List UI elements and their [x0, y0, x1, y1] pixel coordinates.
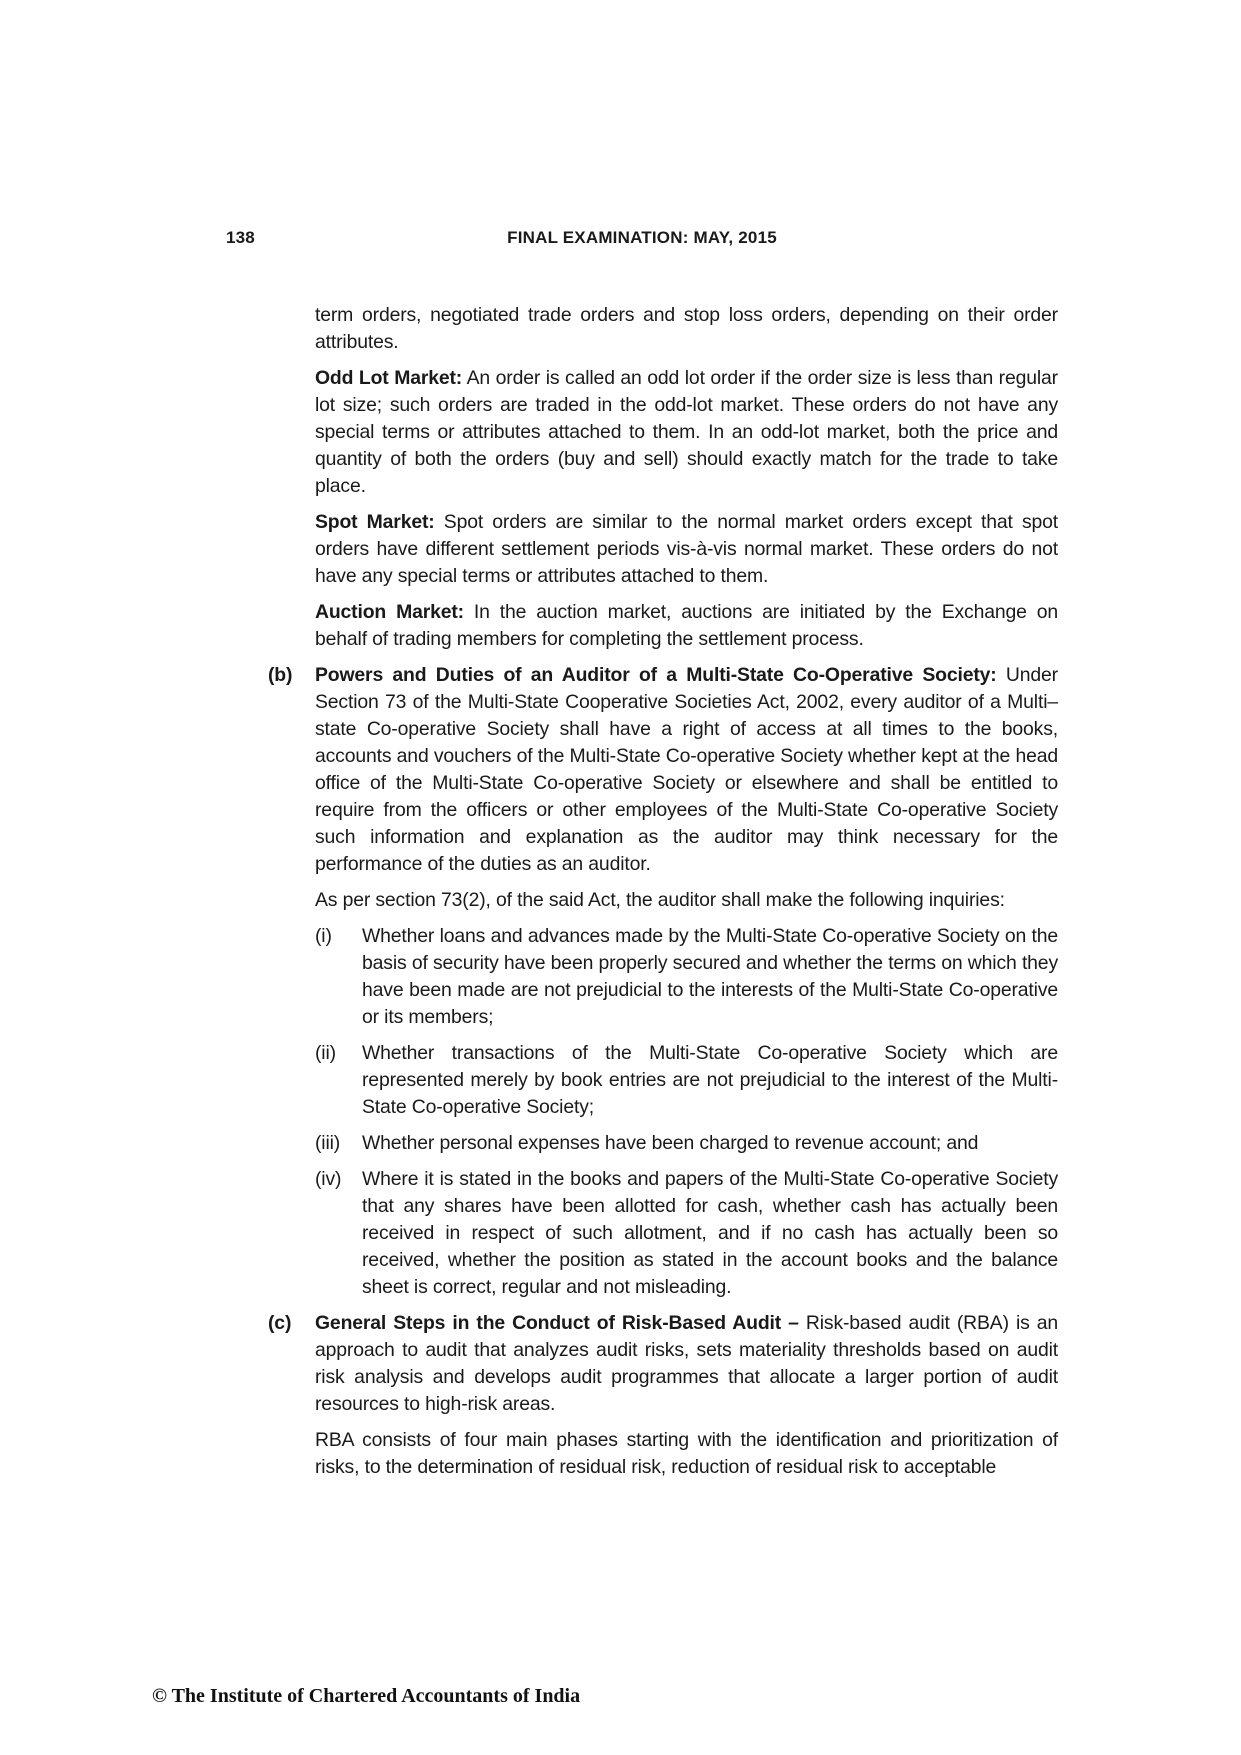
- section-c-paragraph: [315, 1310, 1058, 1418]
- section-c-paragraph-2: RBA consists of four main phases starting with the identification and prioritization of risks, to the determination of residual risk, reduction of residual risk to acceptable: [315, 1429, 1058, 1478]
- list-item-label: (i): [315, 925, 332, 947]
- section-b-heading: Powers and Duties of an Auditor of a Multi-State Co-Operative Society:: [315, 664, 997, 686]
- section-b-text: Under Section 73 of the Multi-State Cooperative Societies Act, 2002, every auditor of a Multi–state Co-operative Society shall have a right of access at all times to the books, accounts and vouchers of the Multi-State Co-operative Society whether kept at the head office of the Multi-State Co-operative Society or elsewhere and shall be entitled to require from the officers or other employees of the Multi-State Co-operative Society such information and explanation as the auditor may think necessary for the performance of the duties as an auditor.: [315, 664, 1058, 875]
- odd-lot-term: Odd Lot Market:: [315, 367, 463, 389]
- auction-paragraph: [315, 599, 1058, 653]
- list-item-text: Whether loans and advances made by the Multi-State Co-operative Society on the basis of security have been properly secured and whether the terms on which they have been made are not prejudicial to the interests of the Multi-State Co-operative or its members;: [362, 925, 1058, 1028]
- list-item-label: (iii): [315, 1132, 341, 1154]
- section-c-text: Risk-based audit (RBA) is an approach to audit that analyzes audit risks, sets materiality thresholds based on audit risk analysis and develops audit programmes that allocate a larger portion of audit resources to high-risk areas.: [315, 1312, 1059, 1415]
- section-c-label: (c): [268, 1312, 292, 1334]
- inquiries-list: [315, 923, 1058, 1301]
- list-item: [315, 923, 1058, 1031]
- copyright-footer: © The Institute of Chartered Accountants of India: [152, 1685, 581, 1707]
- section-c-heading: General Steps in the Conduct of Risk-Based Audit –: [315, 1312, 799, 1334]
- list-item: [315, 1166, 1058, 1301]
- document-body: [268, 302, 1058, 1490]
- running-title: FINAL EXAMINATION: MAY, 2015: [507, 228, 777, 247]
- odd-lot-text: An order is called an odd lot order if the order size is less than regular lot size; such orders are traded in the odd-lot market. These orders do not have any special terms or attributes attached to them. In an odd-lot market, both the price and quantity of both the orders (buy and sell) should exactly match for the trade to take place.: [315, 367, 1058, 497]
- list-item: [315, 1130, 1058, 1157]
- list-item-text: Whether personal expenses have been charged to revenue account; and: [362, 1132, 979, 1154]
- list-item: [315, 1040, 1058, 1121]
- page-number: 138: [226, 228, 255, 247]
- spot-term: Spot Market:: [315, 511, 435, 533]
- odd-lot-paragraph: [315, 365, 1058, 500]
- section-b-label: (b): [268, 664, 293, 686]
- spot-text: Spot orders are similar to the normal market orders except that spot orders have different settlement periods vis-à-vis normal market. These orders do not have any special terms or attributes attached to them.: [315, 511, 1058, 587]
- list-item-text: Where it is stated in the books and papers of the Multi-State Co-operative Society that any shares have been allotted for cash, whether cash has actually been received in respect of such allotment, and if no cash has actually been so received, whether the position as stated in the account books and the balance sheet is correct, regular and not misleading.: [362, 1168, 1058, 1298]
- auction-text: In the auction market, auctions are initiated by the Exchange on behalf of trading members for completing the settlement process.: [315, 601, 1058, 650]
- list-item-label: (iv): [315, 1168, 342, 1190]
- continuation-paragraph: term orders, negotiated trade orders and stop loss orders, depending on their order attributes.: [315, 304, 1058, 353]
- section-c: [268, 1310, 1058, 1481]
- inquiries-intro: As per section 73(2), of the said Act, the auditor shall make the following inquiries:: [315, 889, 1005, 911]
- section-b: [268, 662, 1058, 1301]
- list-item-text: Whether transactions of the Multi-State Co-operative Society which are represented merely by book entries are not prejudicial to the interest of the Multi-State Co-operative Society;: [362, 1042, 1058, 1118]
- auction-term: Auction Market:: [315, 601, 464, 623]
- spot-paragraph: [315, 509, 1058, 590]
- list-item-label: (ii): [315, 1042, 336, 1064]
- section-b-paragraph: [315, 662, 1058, 878]
